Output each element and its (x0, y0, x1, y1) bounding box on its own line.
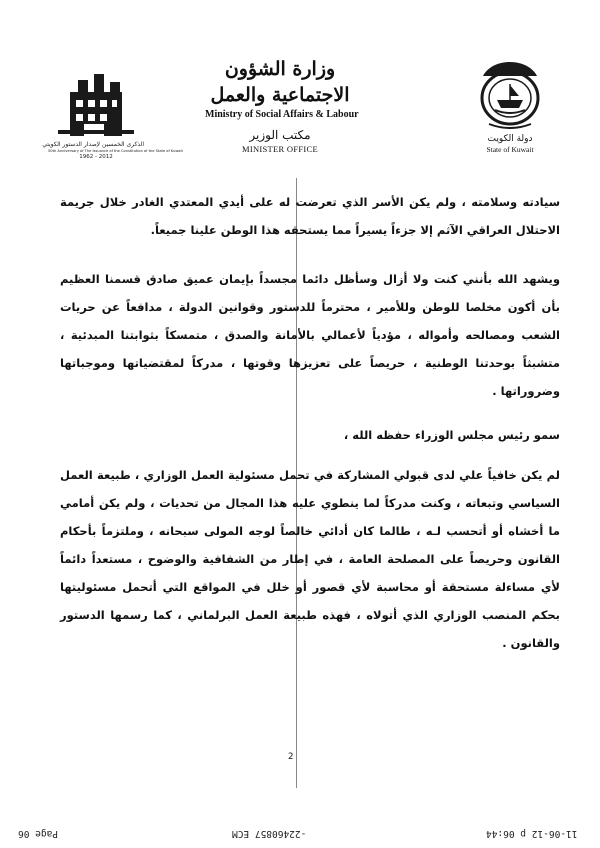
anniversary-caption-ar: الذكرى الخمسين لإصدار الدستور الكويتي (42, 141, 144, 148)
fax-sender-id: -22460857 ECM (232, 828, 307, 839)
state-name-en: State of Kuwait (486, 145, 534, 154)
ministry-name-en: Ministry of Social Affairs & Labour (205, 109, 359, 120)
anniversary-caption-en: 50th Anniversary of The Issuance of the Constitution of the State of Kuwait (48, 149, 183, 153)
paragraph-2 (60, 265, 560, 405)
salutation: سمو رئيس مجلس الوزراء حفظه الله ، (343, 428, 560, 442)
office-name-en: MINISTER OFFICE (241, 144, 319, 154)
ministry-name-ar: وزارة الشؤون الاجتماعية والعمل (210, 58, 350, 106)
anniversary-years: 1962 - 2012 (79, 154, 113, 160)
anniversary-logo (42, 72, 183, 182)
fax-datetime: 11-06-12 p 06:44 (486, 828, 578, 839)
anniversary-emblem-icon (48, 72, 144, 142)
paragraph-3 (60, 461, 560, 657)
page-number: 2 (288, 752, 294, 762)
paragraph-text: ويشهد الله بأنني كنت ولا أزال وسأظل دائما مجسداً بإيمان عميق صادق قسمنا العظيم بأن أكون مخلصا للوطن وللأمير ، محترماً للدستور وقوانين الدولة ، مدافعاً عن حريات الشعب ومصالحه وأمواله ، مؤدياً لأعمالي بالأمانة والصدق ، متمسكاً بثوابتنا المبدئية ، متشبثاً بوحدتنا الوطنية ، حريصاً على تعزيزها وقوتها ، مدركاً لمقتضياتها وموجباتها وضروراتها . (60, 272, 560, 398)
kuwait-emblem-icon (475, 58, 545, 132)
paragraph-text: لم يكن خافياً علي لدى قبولي المشاركة في تحمل مسئولية العمل الوزاري ، طبيعة العمل السياسي وتبعاته ، وكنت مدركاً لما ينطوي عليه هذا المجال من تحديات ، ولم يكن أمامي ما أخشاه أو أتحسب لـه ، طالما كان أدائي خالصاً لوجه المولى سبحانه ، وملتزماً بأحكام القانون وحريصاً على المصلحة العامة ، في إطار من الشفافية والوضوح ، مستعداً دائماً لأي مساءلة مستحقة أو محاسبة لأي قصور أو خلل في المواقع التي أتحمل مسئوليتها بحكم المنصب الوزاري الذي أتولاه ، فهذه طبيعة العمل البرلماني ، كما رسمها الدستور والقانون . (60, 468, 560, 650)
paragraph-text: سيادته وسلامته ، ولم يكن الأسر الذي تعرضت له على أيدي المعتدي الغادر خلال جريمة الاحتلال العراقي الآثم إلا جزءاً يسيراً مما يستحقه هذا الوطن علينا جميعاً. (60, 195, 560, 237)
paragraph-1 (60, 188, 560, 244)
fax-page-label: Page 06 (18, 828, 59, 839)
ministry-header (205, 56, 359, 155)
office-name-ar: مكتب الوزير (249, 128, 311, 142)
state-emblem (470, 58, 550, 155)
state-name-ar: دولة الكويت (487, 134, 533, 144)
